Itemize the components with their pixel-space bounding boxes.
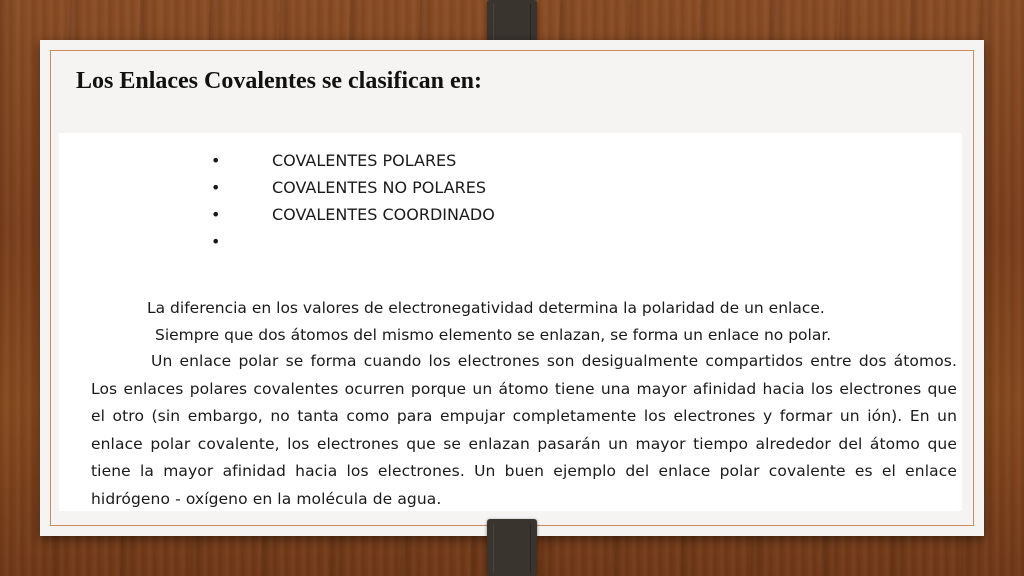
bullet-marker: • <box>211 151 221 170</box>
slide-card <box>40 40 984 536</box>
polar-bond-paragraph: Un enlace polar se forma cuando los electrones son desigualmente compartidos entre dos átomos. Los enlaces polares covalentes ocurren porque un átomo tiene una mayor afinidad hacia los electrones que el otro (sin embargo, no tanta como para empujar completamente los electrones y formar un ión). En un enlace polar covalente, los electrones que se enlazan pasarán un mayor tiempo alrededor del átomo que tiene la mayor afinidad hacia los electrones. Un buen ejemplo del enlace polar covalente es el enlace hidrógeno - oxígeno en la molécula de agua. <box>91 352 957 508</box>
binder-clip-bottom <box>487 519 537 576</box>
bullet-marker: • <box>211 178 221 197</box>
bullet-marker: • <box>211 205 221 224</box>
nonpolar-statement: Siempre que dos átomos del mismo elemento se enlazan, se forma un enlace no polar. <box>155 326 832 344</box>
slide-title: Los Enlaces Covalentes se clasifican en: <box>76 68 482 94</box>
electronegativity-statement: La diferencia en los valores de electronegatividad determina la polaridad de un enlace. <box>147 299 825 317</box>
content-image <box>59 133 962 511</box>
bullet-text: COVALENTES COORDINADO <box>272 205 495 224</box>
bullet-text: COVALENTES NO POLARES <box>272 178 486 197</box>
bullet-text: COVALENTES POLARES <box>272 151 457 170</box>
bullet-marker: • <box>211 232 221 251</box>
